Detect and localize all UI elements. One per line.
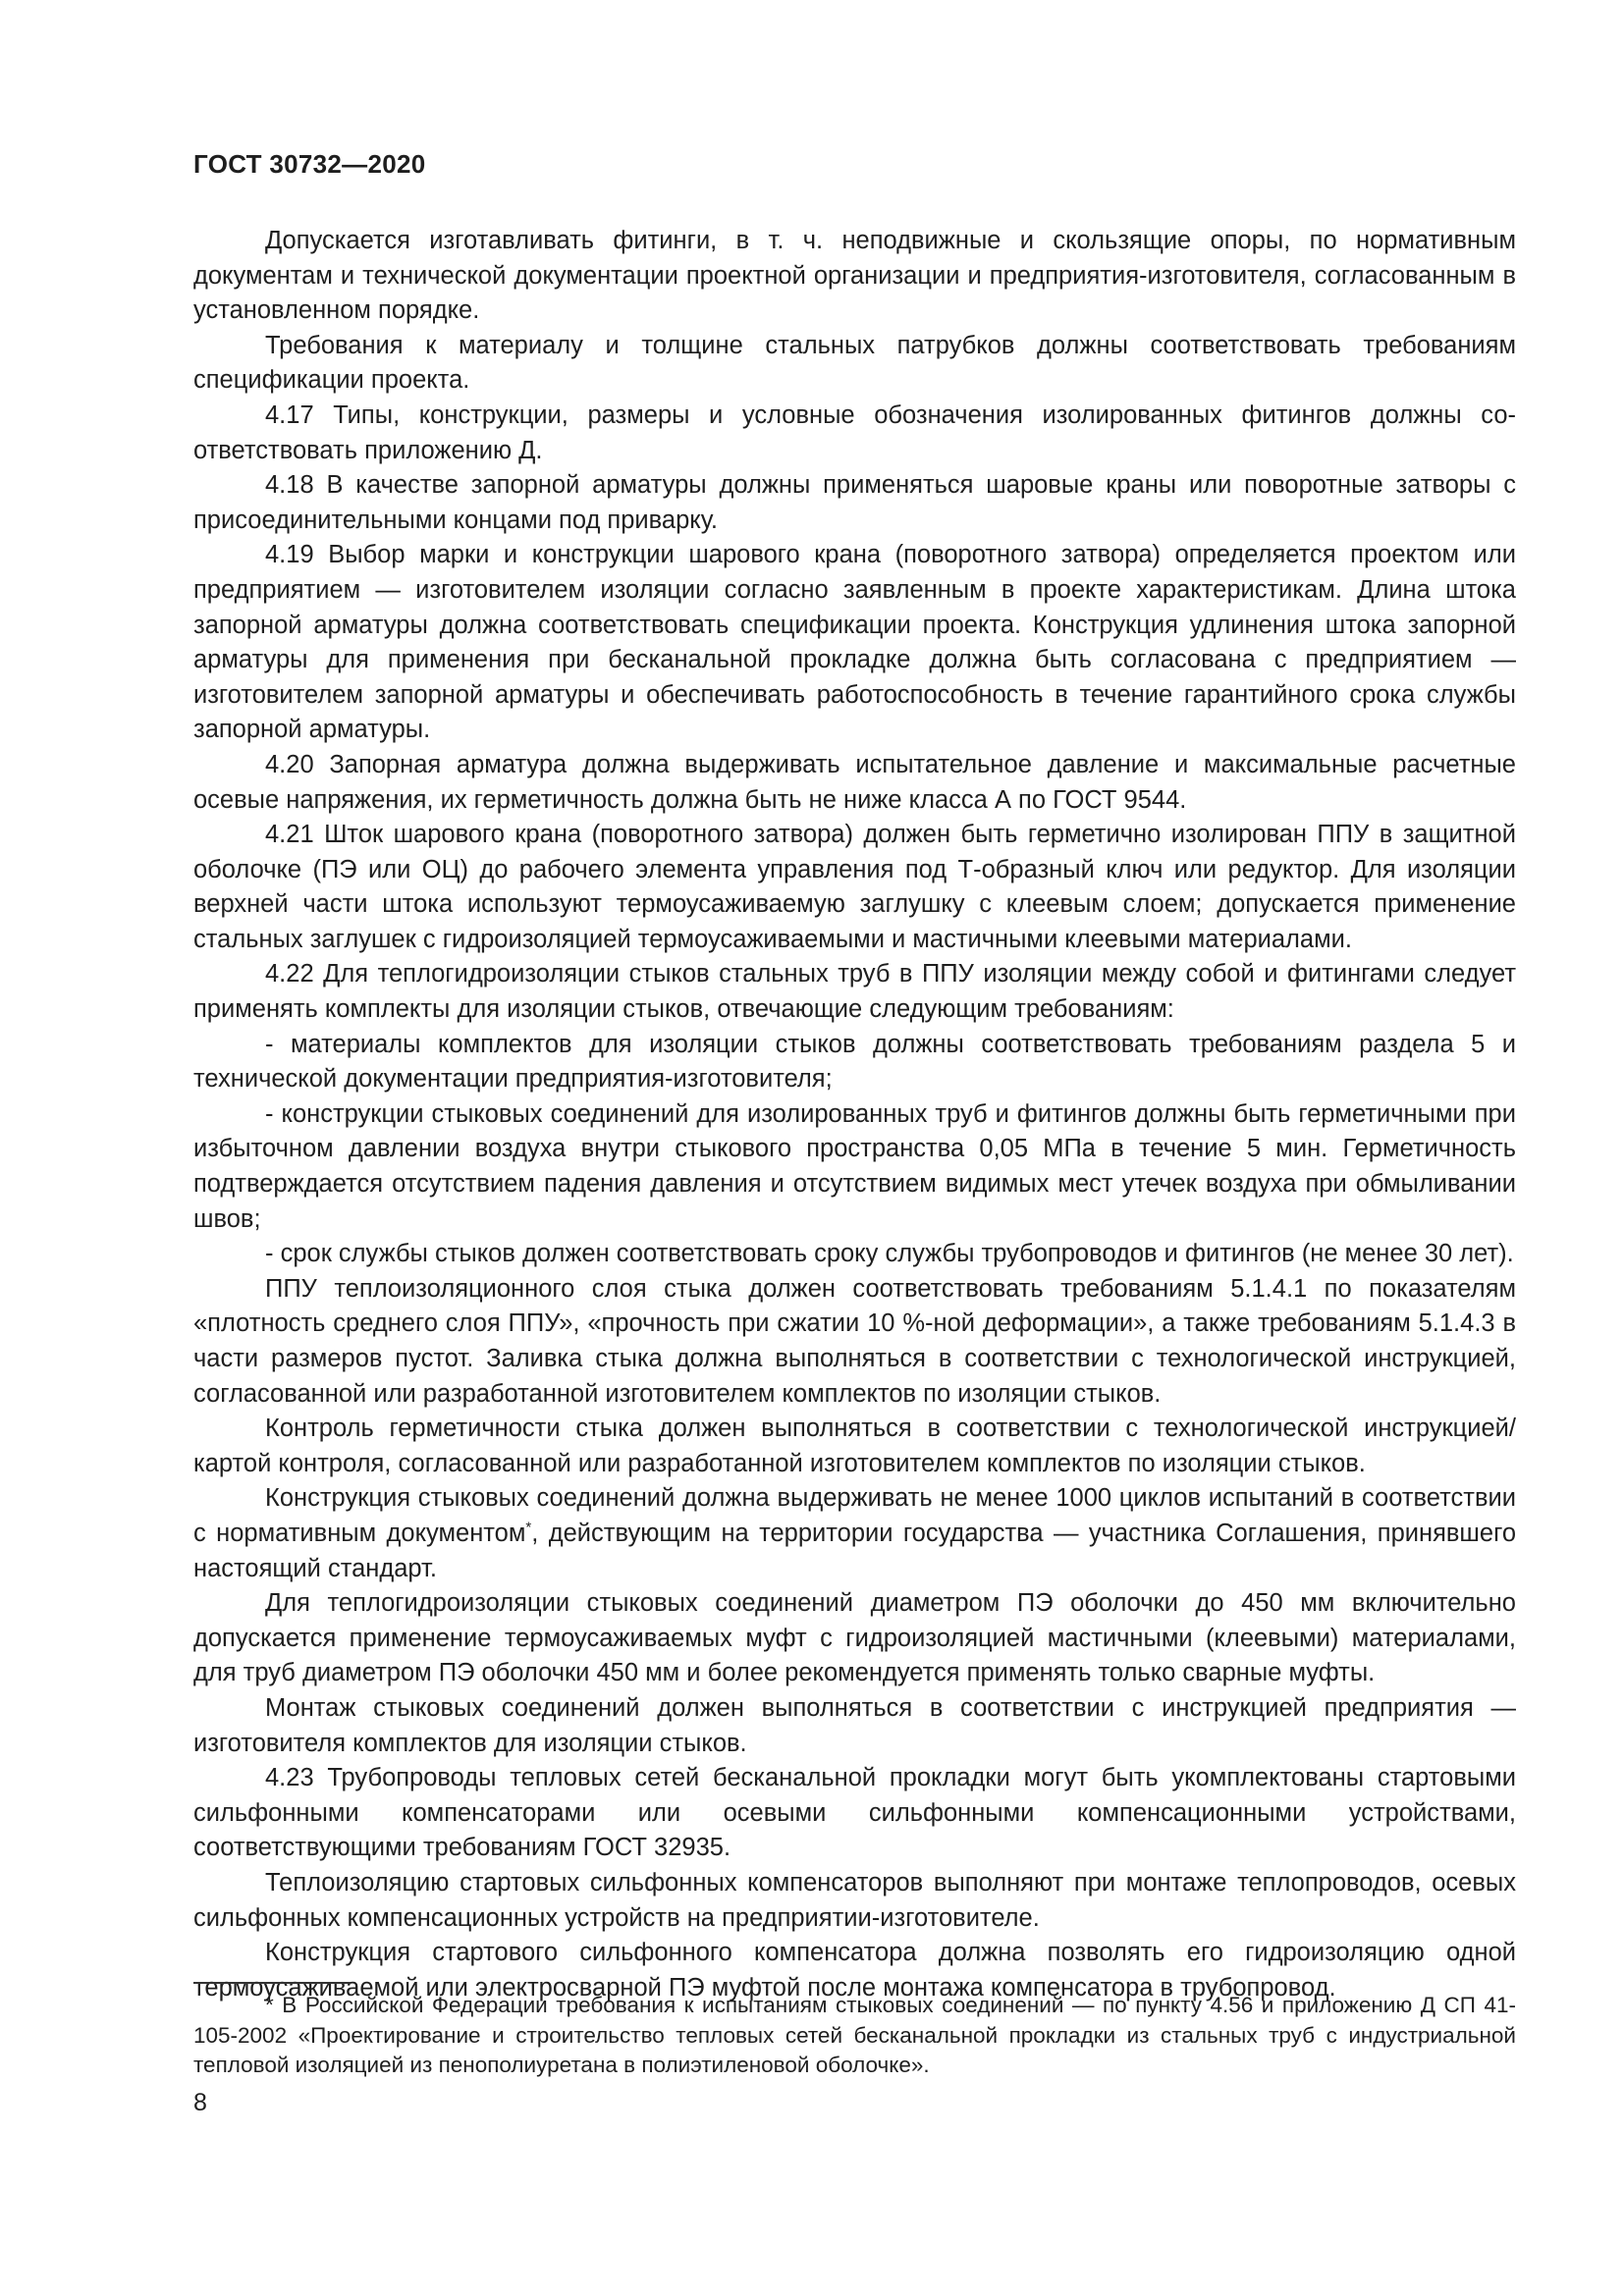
clause-4-23: 4.23 Трубопроводы тепловых сетей бесканальной прокладки могут быть укомплектованы стартовыми сильфонными компенсаторами или осевыми сильфонными компенсационными устройствами, соответствующими требованиям ГОСТ 32935. [193,1764,1516,1862]
footnote-marker: * [525,1519,532,1536]
list-item: - конструкции стыковых соединений для изолированных труб и фитингов должны быть герметичными при избыточном давлении воздуха внутри стыкового пространства 0,05 МПа в течение 5 мин. Герметичность подтверждается отсутствием падения давления и отсутствием видимых мест утечек воздуха при обмыливании швов; [193,1099,1516,1233]
footnote: * В Российской Федерации требования к испытаниям стыковых соединений — по пункту 4.56 и приложению Д СП 41-105-2002 «Проектирование и строительство тепловых сетей бесканальной прокладки из стальных труб с индустриальной тепловой изоляцией из пенополиуретана в полиэтиленовой оболочке». [193,1993,1516,2077]
paragraph-text: Конструкция стыковых соединений должна выдерживать не менее 1000 циклов испытаний в соответствии с нормативным документом [193,1484,1516,1547]
paragraph: Теплоизоляцию стартовых сильфонных компенсаторов выполняют при монтаже теплопроводов, осевых сильфонных компенсационных устройств на предприятии-изготовителе. [193,1868,1516,1932]
paragraph: Конструкция стартового сильфонного компенсатора должна позволять его гидроизоляцию одной термоусаживаемой или электросварной ПЭ муфтой после монтажа компенсатора в трубопровод. [193,1939,1516,2002]
clause-4-19: 4.19 Выбор марки и конструкции шарового крана (поворотного затвора) определяется проектом или предприятием — изготовителем изоляции согласно заявленным в проекте характеристикам. Длина штока запорной арматуры должна соответствовать спецификации проекта. Конструкция удлинения штока запорной арматуры для применения при бесканальной прокладке должна быть согласована с предприятием — изготовителем запорной арматуры и обеспечивать работоспособность в течение гарантийного срока службы запорной арматуры. [193,541,1516,744]
clause-4-21: 4.21 Шток шарового крана (поворотного затвора) должен быть герметично изолирован ППУ в защитной оболочке (ПЭ или ОЦ) до рабочего элемента управления под Т-образный ключ или редуктор. Для изоляции верхней части штока используют термоусаживаемую заглушку с клеевым слоем; допускается применение стальных заглушек с гидроизоляцией термоусаживаемыми и мастичными клеевыми материалами. [193,821,1516,953]
list-item: - материалы комплектов для изоляции стыков должны соответствовать требованиям раздела 5 и технической документации предприятия-изготовителя; [193,1030,1516,1094]
clause-4-17: 4.17 Типы, конструкции, размеры и условные обозначения изолированных фитингов должны соответствовать приложению Д. [193,400,1516,464]
paragraph: Монтаж стыковых соединений должен выполняться в соответствии с инструкцией предприятия — изготовителя комплектов для изоляции стыков. [193,1693,1516,1757]
paragraph: Для теплогидроизоляции стыковых соединений диаметром ПЭ оболочки до 450 мм включительно допускается применение термоусаживаемых муфт с гидроизоляцией мастичными (клеевыми) материалами, для труб диаметром ПЭ оболочки 450 мм и более рекомендуется применять только сварные муфты. [193,1589,1516,1687]
paragraph: ППУ теплоизоляционного слоя стыка должен соответствовать требованиям 5.1.4.1 по показателям «плотность среднего слоя ППУ», «прочность при сжатии 10 %-ной деформации», а также требованиям 5.1.4.3 в части размеров пустот. Заливка стыка должна выполняться в соответствии с технологической инструкцией, согласованной или разработанной изготовителем комплектов по изоляции стыков. [193,1274,1516,1408]
clause-4-18: 4.18 В качестве запорной арматуры должны применяться шаровые краны или поворотные затворы с присоединительными концами под приварку. [193,471,1516,534]
page-number: 8 [193,2089,207,2116]
paragraph-with-footnote-ref [193,1481,1516,1586]
document-code-header: ГОСТ 30732—2020 [193,149,426,179]
body-text [193,224,1516,2005]
list-item: - срок службы стыков должен соответствовать сроку службы трубопроводов и фитингов (не менее 30 лет). [265,1240,1514,1268]
paragraph: Контроль герметичности стыка должен выполняться в соответствии с технологической инструкцией/картой контроля, согласованной или разработанной изготовителем комплектов по изоляции стыков. [193,1415,1516,1477]
paragraph-text: , действующим на территории государства — участника Соглашения, принявшего настоящий стандарт. [193,1519,1516,1582]
footnote-divider [193,1982,351,1984]
clause-4-20: 4.20 Запорная арматура должна выдерживать испытательное давление и максимальные расчетные осевые напряжения, их герметичность должна быть не ниже класса А по ГОСТ 9544. [193,750,1516,814]
clause-4-22: 4.22 Для теплогидроизоляции стыков стальных труб в ППУ изоляции между собой и фитингами следует применять комплекты для изоляции стыков, отвечающие следующим требованиям: [193,960,1516,1024]
paragraph: Допускается изготавливать фитинги, в т. ч. неподвижные и скользящие опоры, по нормативным документам и технической документации проектной организации и предприятия-изготовителя, согласованным в установленном порядке. [193,227,1516,325]
paragraph: Требования к материалу и толщине стальных патрубков должны соответствовать требованиям спецификации проекта. [193,331,1516,395]
